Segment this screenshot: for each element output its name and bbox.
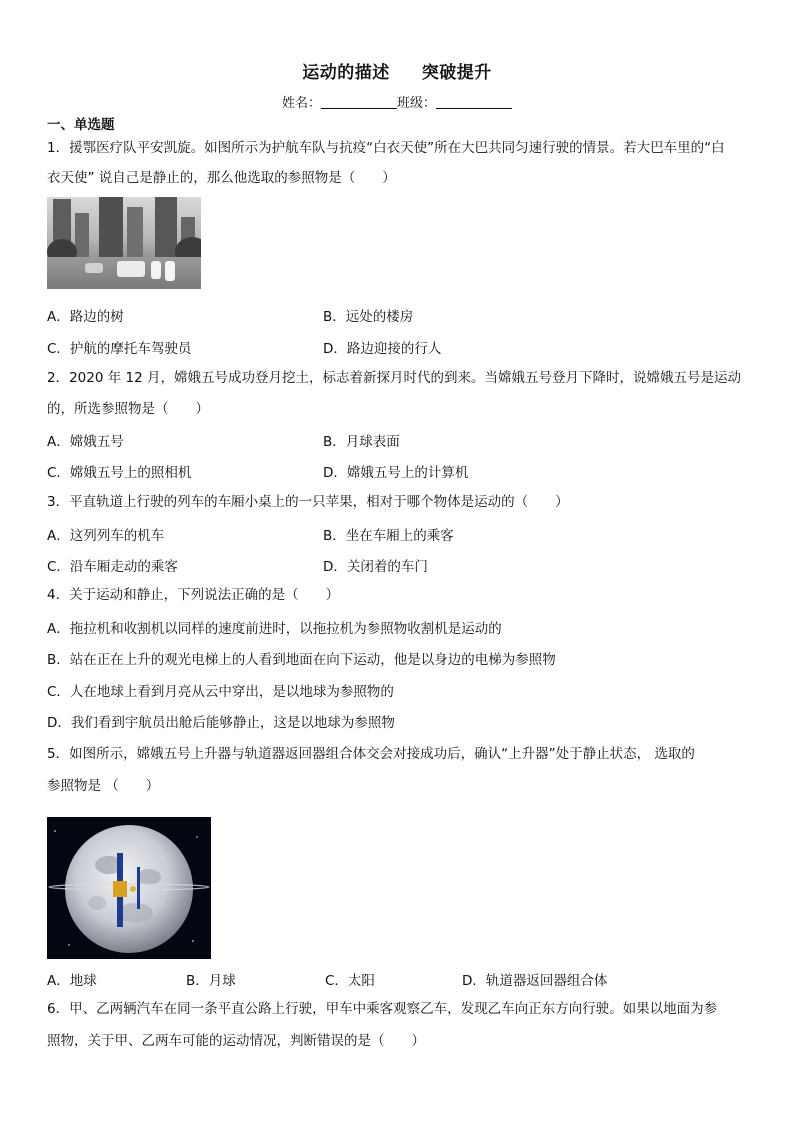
question-4-line-1: 4．关于运动和静止，下列说法正确的是（ ）	[47, 587, 340, 603]
solar-panel-bottom	[117, 897, 123, 927]
q1-option-d[interactable]: D．路边迎接的行人	[323, 341, 442, 357]
question-2-line-1: 2．2020 年 12 月，嫦娥五号成功登月挖土，标志着新探月时代的到来。当嫦娥五号登月下降时，说嫦娥五号是运动	[47, 370, 741, 386]
q5-option-c[interactable]: C．太阳	[325, 973, 375, 989]
q1-option-a[interactable]: A．路边的树	[47, 309, 124, 325]
q2-option-d[interactable]: D．嫦娥五号上的计算机	[323, 465, 469, 481]
question-6-line-2: 照物，关于甲、乙两车可能的运动情况，判断错误的是（ ）	[47, 1033, 425, 1049]
title-part2: 突破提升	[421, 63, 492, 83]
convoy-photo	[47, 197, 201, 289]
q3-option-b[interactable]: B．坐在车厢上的乘客	[323, 528, 454, 544]
question-3-line-1: 3．平直轨道上行驶的列车的车厢小桌上的一只苹果，相对于哪个物体是运动的（ ）	[47, 494, 569, 510]
title-part1: 运动的描述	[302, 63, 390, 83]
q2-option-a[interactable]: A．嫦娥五号	[47, 434, 124, 450]
question-2-line-2: 的，所选参照物是（ ）	[47, 401, 209, 417]
q5-option-d[interactable]: D．轨道器返回器组合体	[462, 973, 608, 989]
q3-option-a[interactable]: A．这列列车的机车	[47, 528, 165, 544]
solar-panel-top	[117, 853, 123, 883]
moon-docking-image	[47, 817, 211, 959]
q5-option-b[interactable]: B．月球	[186, 973, 236, 989]
student-info	[0, 92, 794, 111]
q2-option-b[interactable]: B．月球表面	[323, 434, 400, 450]
q4-option-b[interactable]: B．站在正在上升的观光电梯上的人看到地面在向下运动，他是以身边的电梯为参照物	[47, 652, 556, 668]
question-5-line-2: 参照物是 （ ）	[47, 778, 160, 794]
q1-option-b[interactable]: B．远处的楼房	[323, 309, 414, 325]
name-label: 姓名：	[281, 96, 321, 111]
question-5-line-1: 5．如图所示，嫦娥五号上升器与轨道器返回器组合体交会对接成功后，确认“上升器”处于静止状态， 选取的	[47, 746, 695, 762]
q3-option-c[interactable]: C．沿车厢走动的乘客	[47, 559, 178, 575]
q4-option-c[interactable]: C．人在地球上看到月亮从云中穿出，是以地球为参照物的	[47, 684, 394, 700]
name-blank[interactable]	[321, 96, 397, 109]
class-label: 班级：	[397, 96, 437, 111]
section-heading: 一、单选题	[47, 117, 115, 133]
q2-option-c[interactable]: C．嫦娥五号上的照相机	[47, 465, 192, 481]
q3-option-d[interactable]: D．关闭着的车门	[323, 559, 428, 575]
q4-option-a[interactable]: A．拖拉机和收割机以同样的速度前进时，以拖拉机为参照物收割机是运动的	[47, 621, 502, 637]
question-1-line-2: 衣天使” 说自己是静止的，那么他选取的参照物是（ ）	[47, 170, 396, 186]
q4-option-d[interactable]: D．我们看到宇航员出舱后能够静止，这是以地球为参照物	[47, 715, 395, 731]
question-6-line-1: 6．甲、乙两辆汽车在同一条平直公路上行驶，甲车中乘客观察乙车，发现乙车向正东方向行驶。如果以地面为参	[47, 1001, 718, 1017]
spacecraft-body	[113, 881, 127, 897]
class-blank[interactable]	[436, 96, 512, 109]
question-1-line-1: 1．援鄂医疗队平安凯旋。如图所示为护航车队与抗疫“白衣天使”所在大巴共同匀速行驶的情景。若大巴车里的“白	[47, 140, 725, 156]
q1-option-c[interactable]: C．护航的摩托车驾驶员	[47, 341, 192, 357]
moon-illustration	[47, 817, 211, 959]
q5-option-a[interactable]: A．地球	[47, 973, 97, 989]
page-title	[0, 58, 794, 83]
